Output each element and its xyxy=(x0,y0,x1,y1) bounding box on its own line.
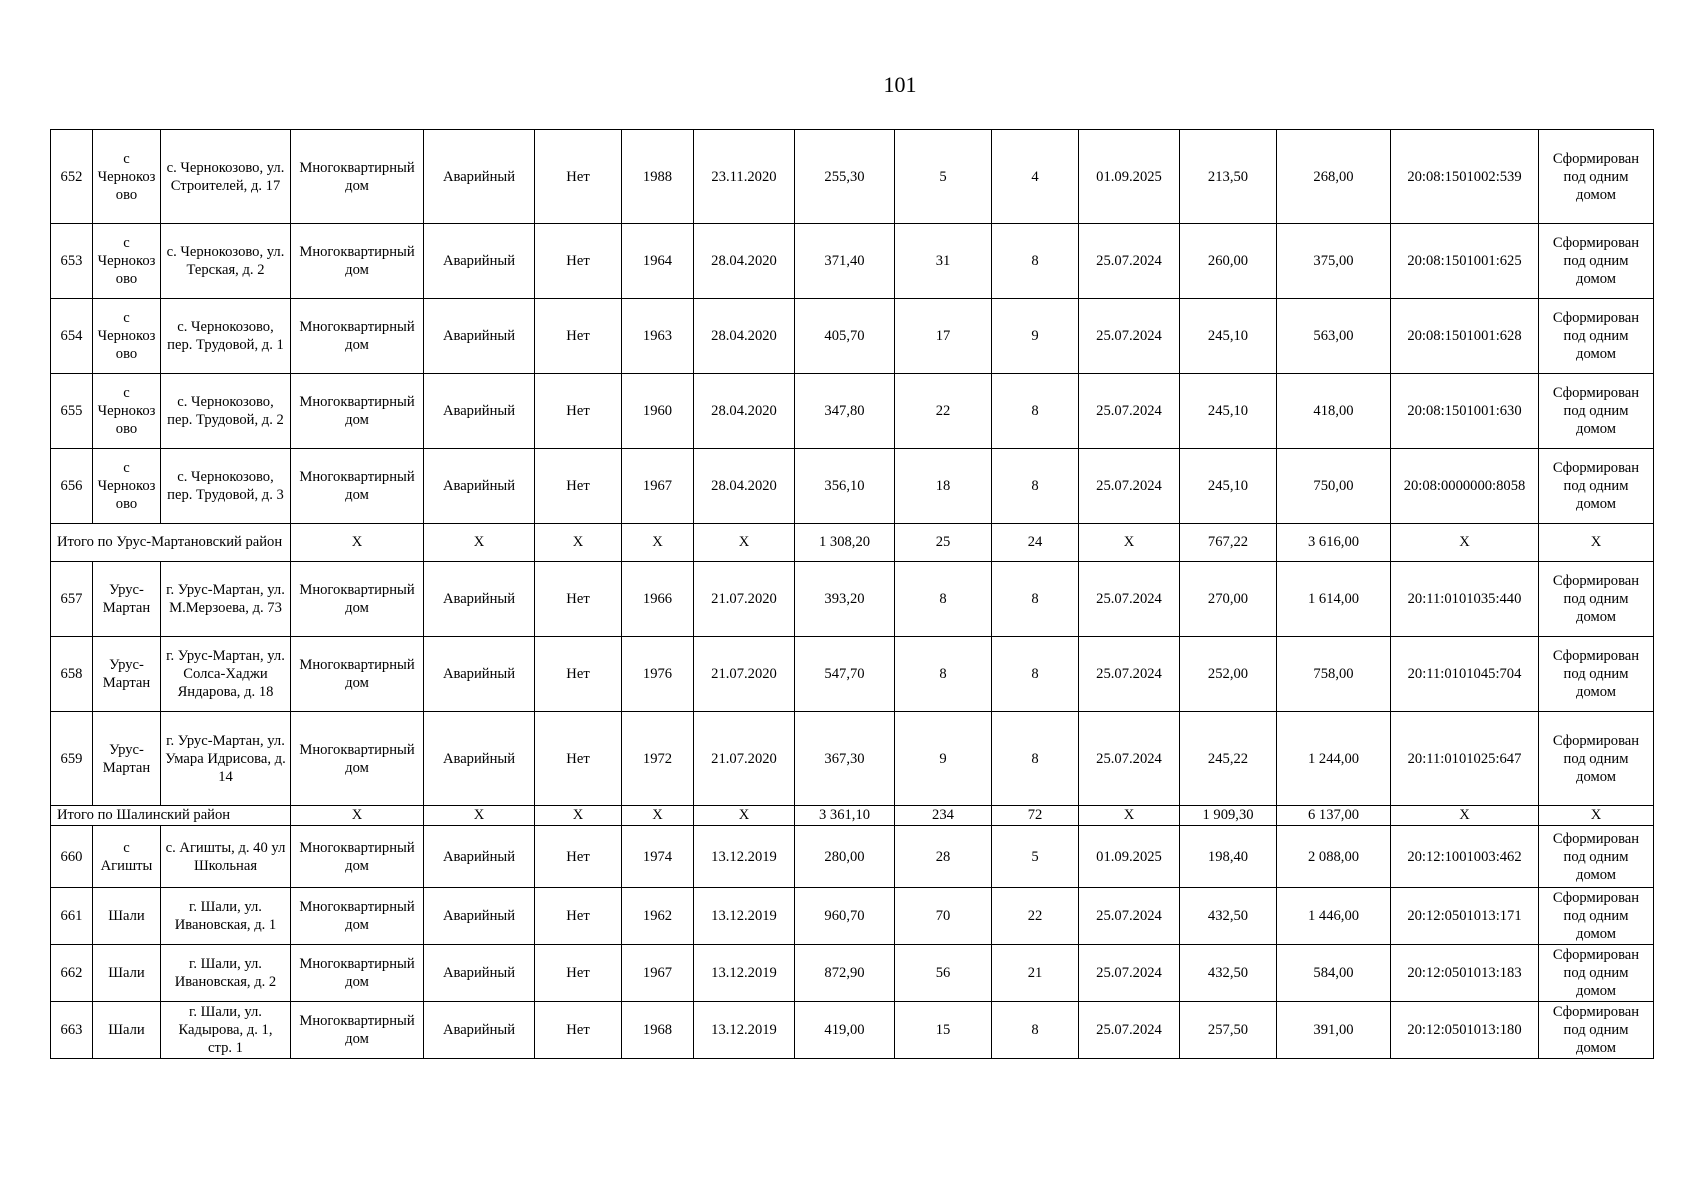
residents-cell: 28 xyxy=(895,826,992,888)
total-deadline-cell: X xyxy=(1079,806,1180,826)
address-cell: с. Чернокозово, пер. Трудовой, д. 3 xyxy=(161,449,291,524)
row-number: 652 xyxy=(51,130,93,224)
row-number: 656 xyxy=(51,449,93,524)
deadline-cell: 25.07.2024 xyxy=(1079,637,1180,712)
table-row xyxy=(51,826,1654,888)
building-type-cell: Многоквартирный дом xyxy=(291,374,424,449)
address-cell: г. Шали, ул. Ивановская, д. 2 xyxy=(161,945,291,1002)
area-cell: 347,80 xyxy=(795,374,895,449)
flag-cell: Нет xyxy=(535,224,622,299)
flag-cell: Нет xyxy=(535,374,622,449)
total-deadline-cell: X xyxy=(1079,524,1180,562)
living-area-cell: 432,50 xyxy=(1180,888,1277,945)
living-area-cell: 257,50 xyxy=(1180,1002,1277,1059)
total-formation-cell: X xyxy=(1539,524,1654,562)
living-area-cell: 213,50 xyxy=(1180,130,1277,224)
status-cell: Аварийный xyxy=(424,826,535,888)
apartments-cell: 8 xyxy=(992,449,1079,524)
district-total-label: Итого по Шалинский район xyxy=(51,806,291,826)
settlement-cell: с Чернокозово xyxy=(93,374,161,449)
area-cell: 356,10 xyxy=(795,449,895,524)
total-formation-cell: X xyxy=(1539,806,1654,826)
total-cadastral-cell: X xyxy=(1391,806,1539,826)
formation-cell: Сформирован под одним домом xyxy=(1539,712,1654,806)
formation-cell: Сформирован под одним домом xyxy=(1539,299,1654,374)
total-status-cell: X xyxy=(424,806,535,826)
area-cell: 255,30 xyxy=(795,130,895,224)
address-cell: с. Чернокозово, пер. Трудовой, д. 2 xyxy=(161,374,291,449)
settlement-cell: Шали xyxy=(93,945,161,1002)
total-date-cell: X xyxy=(694,806,795,826)
land-area-cell: 418,00 xyxy=(1277,374,1391,449)
formation-cell: Сформирован под одним домом xyxy=(1539,826,1654,888)
area-cell: 367,30 xyxy=(795,712,895,806)
residents-cell: 9 xyxy=(895,712,992,806)
total-land-area-cell: 6 137,00 xyxy=(1277,806,1391,826)
deadline-cell: 25.07.2024 xyxy=(1079,712,1180,806)
land-area-cell: 1 446,00 xyxy=(1277,888,1391,945)
row-number: 655 xyxy=(51,374,93,449)
building-type-cell: Многоквартирный дом xyxy=(291,562,424,637)
residents-cell: 56 xyxy=(895,945,992,1002)
date-cell: 13.12.2019 xyxy=(694,945,795,1002)
building-type-cell: Многоквартирный дом xyxy=(291,130,424,224)
deadline-cell: 01.09.2025 xyxy=(1079,130,1180,224)
date-cell: 21.07.2020 xyxy=(694,637,795,712)
residents-cell: 18 xyxy=(895,449,992,524)
land-area-cell: 375,00 xyxy=(1277,224,1391,299)
table-row xyxy=(51,562,1654,637)
total-apartments-cell: 24 xyxy=(992,524,1079,562)
total-area-cell: 1 308,20 xyxy=(795,524,895,562)
date-cell: 28.04.2020 xyxy=(694,224,795,299)
address-cell: г. Шали, ул. Ивановская, д. 1 xyxy=(161,888,291,945)
cadastral-number-cell: 20:08:1501001:628 xyxy=(1391,299,1539,374)
cadastral-number-cell: 20:12:0501013:180 xyxy=(1391,1002,1539,1059)
living-area-cell: 252,00 xyxy=(1180,637,1277,712)
year-cell: 1967 xyxy=(622,449,694,524)
settlement-cell: Шали xyxy=(93,888,161,945)
row-number: 654 xyxy=(51,299,93,374)
land-area-cell: 563,00 xyxy=(1277,299,1391,374)
land-area-cell: 750,00 xyxy=(1277,449,1391,524)
flag-cell: Нет xyxy=(535,637,622,712)
apartments-cell: 8 xyxy=(992,637,1079,712)
status-cell: Аварийный xyxy=(424,299,535,374)
apartments-cell: 22 xyxy=(992,888,1079,945)
building-type-cell: Многоквартирный дом xyxy=(291,299,424,374)
district-total-row xyxy=(51,524,1654,562)
date-cell: 28.04.2020 xyxy=(694,299,795,374)
row-number: 657 xyxy=(51,562,93,637)
land-area-cell: 391,00 xyxy=(1277,1002,1391,1059)
living-area-cell: 270,00 xyxy=(1180,562,1277,637)
area-cell: 547,70 xyxy=(795,637,895,712)
settlement-cell: с Чернокозово xyxy=(93,130,161,224)
total-flag-cell: X xyxy=(535,806,622,826)
deadline-cell: 25.07.2024 xyxy=(1079,562,1180,637)
land-area-cell: 758,00 xyxy=(1277,637,1391,712)
land-area-cell: 268,00 xyxy=(1277,130,1391,224)
living-area-cell: 198,40 xyxy=(1180,826,1277,888)
table-row xyxy=(51,637,1654,712)
year-cell: 1963 xyxy=(622,299,694,374)
residents-cell: 5 xyxy=(895,130,992,224)
year-cell: 1972 xyxy=(622,712,694,806)
date-cell: 13.12.2019 xyxy=(694,1002,795,1059)
row-number: 663 xyxy=(51,1002,93,1059)
status-cell: Аварийный xyxy=(424,374,535,449)
apartments-cell: 8 xyxy=(992,224,1079,299)
cadastral-number-cell: 20:08:1501001:625 xyxy=(1391,224,1539,299)
status-cell: Аварийный xyxy=(424,888,535,945)
row-number: 658 xyxy=(51,637,93,712)
formation-cell: Сформирован под одним домом xyxy=(1539,374,1654,449)
table-row xyxy=(51,449,1654,524)
row-number: 659 xyxy=(51,712,93,806)
area-cell: 419,00 xyxy=(795,1002,895,1059)
area-cell: 960,70 xyxy=(795,888,895,945)
settlement-cell: Урус-Мартан xyxy=(93,637,161,712)
formation-cell: Сформирован под одним домом xyxy=(1539,449,1654,524)
total-area-cell: 3 361,10 xyxy=(795,806,895,826)
settlement-cell: с Чернокозово xyxy=(93,449,161,524)
cadastral-number-cell: 20:08:1501002:539 xyxy=(1391,130,1539,224)
living-area-cell: 245,10 xyxy=(1180,374,1277,449)
formation-cell: Сформирован под одним домом xyxy=(1539,888,1654,945)
formation-cell: Сформирован под одним домом xyxy=(1539,1002,1654,1059)
table-row xyxy=(51,299,1654,374)
date-cell: 28.04.2020 xyxy=(694,449,795,524)
status-cell: Аварийный xyxy=(424,449,535,524)
table-row xyxy=(51,130,1654,224)
deadline-cell: 01.09.2025 xyxy=(1079,826,1180,888)
formation-cell: Сформирован под одним домом xyxy=(1539,562,1654,637)
total-year-cell: X xyxy=(622,524,694,562)
status-cell: Аварийный xyxy=(424,637,535,712)
flag-cell: Нет xyxy=(535,712,622,806)
address-cell: с. Чернокозово, ул. Строителей, д. 17 xyxy=(161,130,291,224)
year-cell: 1968 xyxy=(622,1002,694,1059)
status-cell: Аварийный xyxy=(424,562,535,637)
flag-cell: Нет xyxy=(535,1002,622,1059)
flag-cell: Нет xyxy=(535,299,622,374)
residents-cell: 22 xyxy=(895,374,992,449)
formation-cell: Сформирован под одним домом xyxy=(1539,130,1654,224)
area-cell: 393,20 xyxy=(795,562,895,637)
housing-registry-table xyxy=(50,129,1654,1059)
land-area-cell: 584,00 xyxy=(1277,945,1391,1002)
deadline-cell: 25.07.2024 xyxy=(1079,945,1180,1002)
total-flag-cell: X xyxy=(535,524,622,562)
building-type-cell: Многоквартирный дом xyxy=(291,945,424,1002)
status-cell: Аварийный xyxy=(424,1002,535,1059)
address-cell: г. Урус-Мартан, ул. Умара Идрисова, д. 14 xyxy=(161,712,291,806)
row-number: 653 xyxy=(51,224,93,299)
status-cell: Аварийный xyxy=(424,130,535,224)
apartments-cell: 8 xyxy=(992,1002,1079,1059)
date-cell: 13.12.2019 xyxy=(694,888,795,945)
settlement-cell: Урус-Мартан xyxy=(93,562,161,637)
year-cell: 1966 xyxy=(622,562,694,637)
flag-cell: Нет xyxy=(535,945,622,1002)
year-cell: 1960 xyxy=(622,374,694,449)
table-row xyxy=(51,1002,1654,1059)
deadline-cell: 25.07.2024 xyxy=(1079,224,1180,299)
deadline-cell: 25.07.2024 xyxy=(1079,449,1180,524)
status-cell: Аварийный xyxy=(424,224,535,299)
formation-cell: Сформирован под одним домом xyxy=(1539,224,1654,299)
building-type-cell: Многоквартирный дом xyxy=(291,637,424,712)
year-cell: 1967 xyxy=(622,945,694,1002)
cadastral-number-cell: 20:11:0101035:440 xyxy=(1391,562,1539,637)
building-type-cell: Многоквартирный дом xyxy=(291,224,424,299)
year-cell: 1964 xyxy=(622,224,694,299)
table-row xyxy=(51,224,1654,299)
total-date-cell: X xyxy=(694,524,795,562)
settlement-cell: с Агишты xyxy=(93,826,161,888)
date-cell: 21.07.2020 xyxy=(694,712,795,806)
address-cell: г. Урус-Мартан, ул. М.Мерзоева, д. 73 xyxy=(161,562,291,637)
total-living-area-cell: 767,22 xyxy=(1180,524,1277,562)
total-type-cell: X xyxy=(291,806,424,826)
cadastral-number-cell: 20:08:0000000:8058 xyxy=(1391,449,1539,524)
year-cell: 1988 xyxy=(622,130,694,224)
address-cell: с. Чернокозово, ул. Терская, д. 2 xyxy=(161,224,291,299)
land-area-cell: 1 244,00 xyxy=(1277,712,1391,806)
total-residents-cell: 25 xyxy=(895,524,992,562)
flag-cell: Нет xyxy=(535,826,622,888)
date-cell: 28.04.2020 xyxy=(694,374,795,449)
land-area-cell: 2 088,00 xyxy=(1277,826,1391,888)
total-residents-cell: 234 xyxy=(895,806,992,826)
residents-cell: 8 xyxy=(895,562,992,637)
area-cell: 280,00 xyxy=(795,826,895,888)
total-cadastral-cell: X xyxy=(1391,524,1539,562)
cadastral-number-cell: 20:12:0501013:183 xyxy=(1391,945,1539,1002)
residents-cell: 70 xyxy=(895,888,992,945)
total-type-cell: X xyxy=(291,524,424,562)
table-row xyxy=(51,712,1654,806)
address-cell: г. Урус-Мартан, ул. Солса-Хаджи Яндарова, д. 18 xyxy=(161,637,291,712)
building-type-cell: Многоквартирный дом xyxy=(291,449,424,524)
district-total-label: Итого по Урус-Мартановский район xyxy=(51,524,291,562)
area-cell: 405,70 xyxy=(795,299,895,374)
cadastral-number-cell: 20:11:0101025:647 xyxy=(1391,712,1539,806)
residents-cell: 31 xyxy=(895,224,992,299)
settlement-cell: с Чернокозово xyxy=(93,224,161,299)
cadastral-number-cell: 20:08:1501001:630 xyxy=(1391,374,1539,449)
date-cell: 13.12.2019 xyxy=(694,826,795,888)
cadastral-number-cell: 20:12:0501013:171 xyxy=(1391,888,1539,945)
area-cell: 872,90 xyxy=(795,945,895,1002)
row-number: 662 xyxy=(51,945,93,1002)
total-apartments-cell: 72 xyxy=(992,806,1079,826)
living-area-cell: 245,22 xyxy=(1180,712,1277,806)
building-type-cell: Многоквартирный дом xyxy=(291,888,424,945)
living-area-cell: 245,10 xyxy=(1180,449,1277,524)
residents-cell: 17 xyxy=(895,299,992,374)
formation-cell: Сформирован под одним домом xyxy=(1539,637,1654,712)
total-living-area-cell: 1 909,30 xyxy=(1180,806,1277,826)
address-cell: с. Агишты, д. 40 ул Школьная xyxy=(161,826,291,888)
building-type-cell: Многоквартирный дом xyxy=(291,1002,424,1059)
residents-cell: 15 xyxy=(895,1002,992,1059)
flag-cell: Нет xyxy=(535,888,622,945)
apartments-cell: 4 xyxy=(992,130,1079,224)
date-cell: 21.07.2020 xyxy=(694,562,795,637)
living-area-cell: 260,00 xyxy=(1180,224,1277,299)
deadline-cell: 25.07.2024 xyxy=(1079,1002,1180,1059)
district-total-row xyxy=(51,806,1654,826)
apartments-cell: 9 xyxy=(992,299,1079,374)
row-number: 660 xyxy=(51,826,93,888)
total-status-cell: X xyxy=(424,524,535,562)
flag-cell: Нет xyxy=(535,130,622,224)
land-area-cell: 1 614,00 xyxy=(1277,562,1391,637)
deadline-cell: 25.07.2024 xyxy=(1079,888,1180,945)
building-type-cell: Многоквартирный дом xyxy=(291,712,424,806)
area-cell: 371,40 xyxy=(795,224,895,299)
table-row xyxy=(51,888,1654,945)
living-area-cell: 245,10 xyxy=(1180,299,1277,374)
apartments-cell: 8 xyxy=(992,712,1079,806)
deadline-cell: 25.07.2024 xyxy=(1079,374,1180,449)
settlement-cell: Урус-Мартан xyxy=(93,712,161,806)
apartments-cell: 8 xyxy=(992,562,1079,637)
total-land-area-cell: 3 616,00 xyxy=(1277,524,1391,562)
status-cell: Аварийный xyxy=(424,945,535,1002)
cadastral-number-cell: 20:11:0101045:704 xyxy=(1391,637,1539,712)
settlement-cell: Шали xyxy=(93,1002,161,1059)
flag-cell: Нет xyxy=(535,449,622,524)
row-number: 661 xyxy=(51,888,93,945)
formation-cell: Сформирован под одним домом xyxy=(1539,945,1654,1002)
apartments-cell: 5 xyxy=(992,826,1079,888)
settlement-cell: с Чернокозово xyxy=(93,299,161,374)
date-cell: 23.11.2020 xyxy=(694,130,795,224)
cadastral-number-cell: 20:12:1001003:462 xyxy=(1391,826,1539,888)
year-cell: 1976 xyxy=(622,637,694,712)
apartments-cell: 21 xyxy=(992,945,1079,1002)
deadline-cell: 25.07.2024 xyxy=(1079,299,1180,374)
apartments-cell: 8 xyxy=(992,374,1079,449)
table-row xyxy=(51,374,1654,449)
year-cell: 1962 xyxy=(622,888,694,945)
year-cell: 1974 xyxy=(622,826,694,888)
page-number: 101 xyxy=(883,72,917,97)
status-cell: Аварийный xyxy=(424,712,535,806)
address-cell: г. Шали, ул. Кадырова, д. 1, стр. 1 xyxy=(161,1002,291,1059)
table-row xyxy=(51,945,1654,1002)
total-year-cell: X xyxy=(622,806,694,826)
building-type-cell: Многоквартирный дом xyxy=(291,826,424,888)
address-cell: с. Чернокозово, пер. Трудовой, д. 1 xyxy=(161,299,291,374)
residents-cell: 8 xyxy=(895,637,992,712)
flag-cell: Нет xyxy=(535,562,622,637)
living-area-cell: 432,50 xyxy=(1180,945,1277,1002)
